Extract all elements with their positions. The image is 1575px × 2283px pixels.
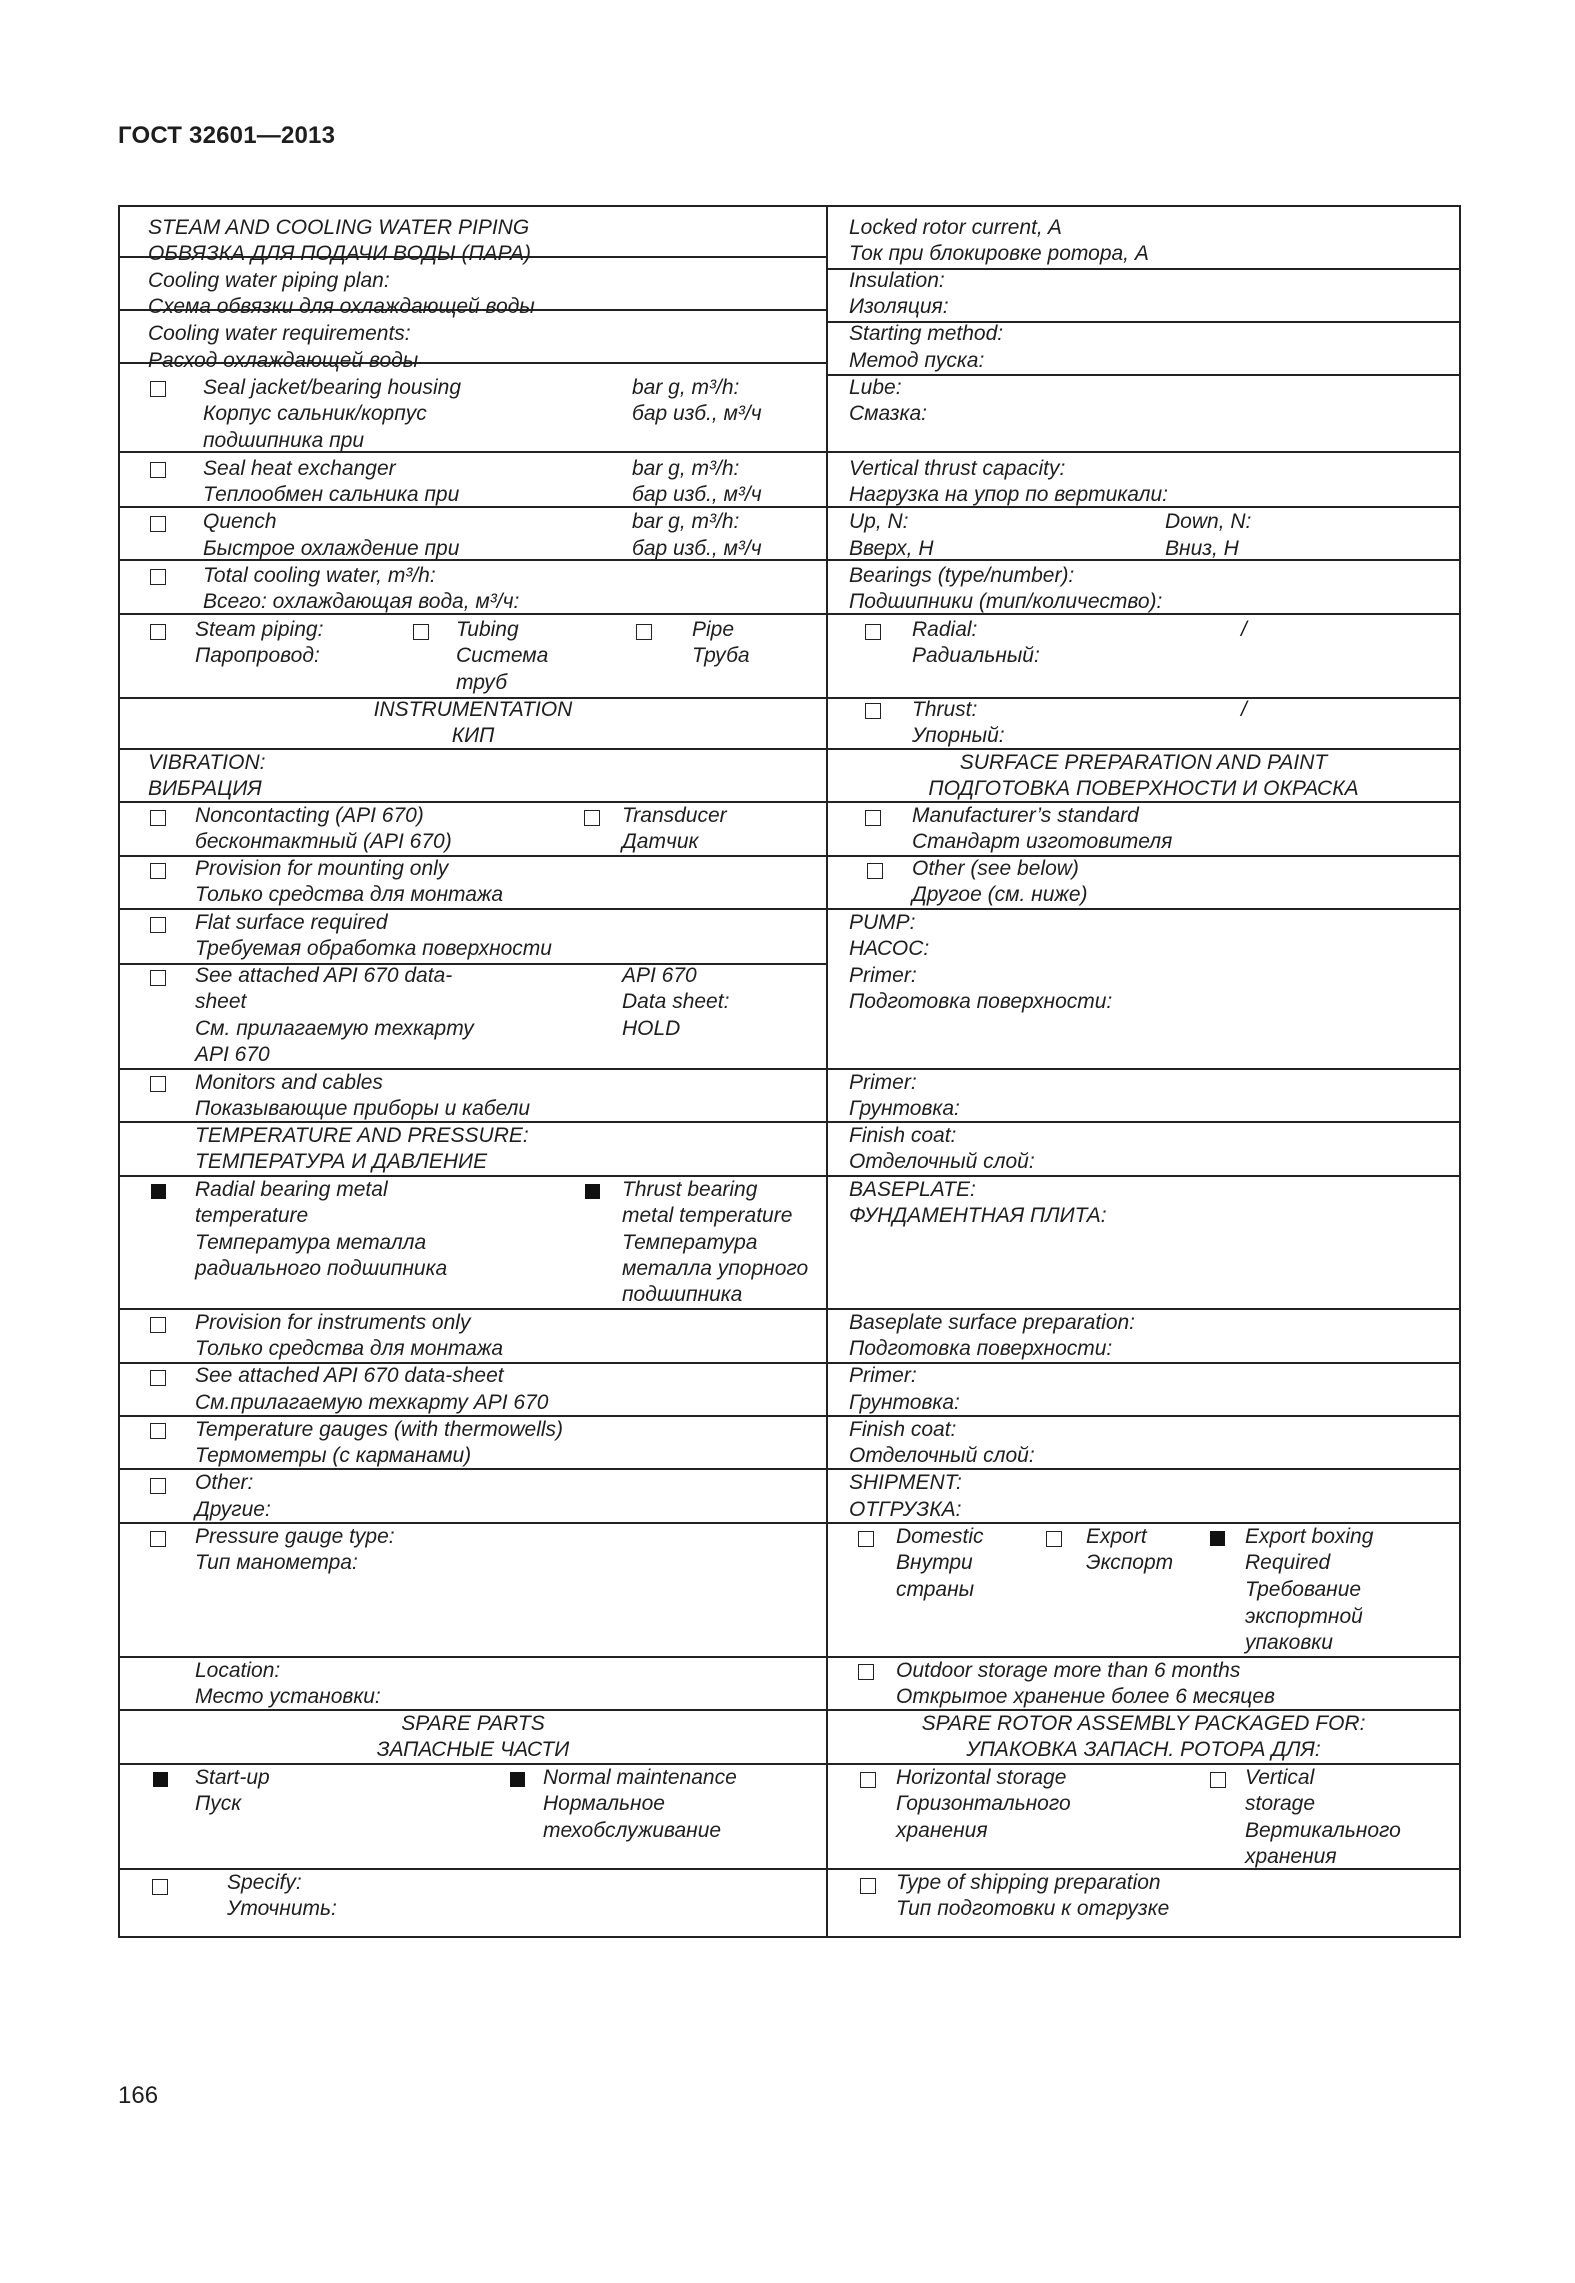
- option-label-ru: Только средства для монтажа: [195, 883, 504, 906]
- option-label: metal temperature: [622, 1204, 793, 1227]
- option-label-ru: Быстрое охлаждение при: [203, 537, 460, 560]
- field-label-ru: Смазка:: [849, 402, 927, 425]
- hold-value: HOLD: [622, 1017, 681, 1040]
- see-api670-checkbox[interactable]: [150, 970, 166, 986]
- option-label: Other (see below): [912, 857, 1079, 880]
- row-divider: [826, 374, 1461, 376]
- outdoor-storage-checkbox[interactable]: [858, 1664, 874, 1680]
- option-label-ru: Вертикального: [1245, 1819, 1401, 1842]
- section-title-ru: ЗАПАСНЫЕ ЧАСТИ: [376, 1738, 570, 1761]
- option-label: Outdoor storage more than 6 months: [896, 1659, 1241, 1682]
- group-label: SHIPMENT:: [849, 1471, 962, 1494]
- start-up-checkbox[interactable]: [153, 1772, 168, 1787]
- slash-separator: /: [1241, 698, 1247, 721]
- page-number: 166: [118, 2082, 159, 2109]
- option-label-ru: Теплообмен сальника при: [203, 483, 460, 506]
- option-label-ru: Показывающие приборы и кабели: [195, 1097, 531, 1120]
- option-label: Seal heat exchanger: [203, 457, 396, 480]
- pipe-checkbox[interactable]: [636, 624, 652, 640]
- section-title: INSTRUMENTATION: [373, 698, 573, 721]
- option-label: See attached API 670 data-sheet: [195, 1364, 504, 1387]
- option-label: temperature: [195, 1204, 309, 1227]
- section-title: STEAM AND COOLING WATER PIPING: [148, 216, 530, 239]
- option-label: Pipe: [692, 618, 735, 641]
- option-label: Tubing: [456, 618, 519, 641]
- option-label-ru: труб: [456, 671, 508, 694]
- field-label: Vertical thrust capacity:: [849, 457, 1066, 480]
- field-label: Cooling water requirements:: [148, 322, 411, 345]
- datasheet-label: Data sheet:: [622, 990, 730, 1013]
- option-label-ru: Пуск: [195, 1792, 242, 1815]
- pressure-gauge-checkbox[interactable]: [150, 1531, 166, 1547]
- option-label-ru: Другие:: [195, 1498, 271, 1521]
- steam-piping-checkbox[interactable]: [150, 624, 166, 640]
- field-label-ru: Грунтовка:: [849, 1097, 960, 1120]
- option-label: Quench: [203, 510, 277, 533]
- unit-label: bar g, m³/h:: [632, 510, 740, 533]
- option-label-ru: Труба: [692, 644, 750, 667]
- field-label-ru: Подготовка поверхности:: [849, 1337, 1113, 1360]
- field-label: Primer:: [849, 964, 917, 987]
- row-divider: [118, 1868, 828, 1870]
- option-label-ru: техобслуживание: [543, 1819, 722, 1842]
- option-label-ru: Экспорт: [1086, 1551, 1174, 1574]
- option-label: storage: [1245, 1792, 1316, 1815]
- seal-heat-exchanger-checkbox[interactable]: [150, 462, 166, 478]
- option-label-ru: Открытое хранение более 6 месяцев: [896, 1685, 1275, 1708]
- document-header: ГОСТ 32601—2013: [118, 122, 336, 149]
- field-label: Starting method:: [849, 322, 1004, 345]
- option-label-ru: бесконтактный (API 670): [195, 830, 452, 853]
- option-label-ru: Другое (см. ниже): [912, 883, 1088, 906]
- other-checkbox[interactable]: [150, 1478, 166, 1494]
- option-label-ru: Упорный:: [912, 724, 1005, 747]
- api670-label: API 670: [622, 964, 697, 987]
- option-label-ru: Уточнить:: [227, 1897, 337, 1920]
- field-label: Finish coat:: [849, 1418, 957, 1441]
- horizontal-storage-checkbox[interactable]: [860, 1772, 876, 1788]
- flat-surface-checkbox[interactable]: [150, 917, 166, 933]
- option-label-ru: Корпус сальник/корпус: [203, 402, 427, 425]
- section-title-ru: УПАКОВКА ЗАПАСН. РОТОРА ДЛЯ:: [966, 1738, 1321, 1761]
- total-cooling-water-checkbox[interactable]: [150, 569, 166, 585]
- field-label-ru: Схема обвязки для охлаждающей воды: [148, 295, 535, 318]
- field-label-ru: Вверх, Н: [849, 537, 934, 560]
- field-label: Bearings (type/number):: [849, 564, 1075, 587]
- option-label-ru: См. прилагаемую техкарту: [195, 1017, 474, 1040]
- option-label-ru: хранения: [896, 1819, 988, 1842]
- option-label: See attached API 670 data-: [195, 964, 453, 987]
- option-label: sheet: [195, 990, 247, 1013]
- field-label-ru: Подготовка поверхности:: [849, 990, 1113, 1013]
- field-label: Finish coat:: [849, 1124, 957, 1147]
- option-label-ru: Система: [456, 644, 549, 667]
- option-label-ru: Температура: [622, 1231, 758, 1254]
- field-label: Primer:: [849, 1071, 917, 1094]
- option-label-ru: экспортной: [1245, 1605, 1363, 1628]
- option-label: Radial bearing metal: [195, 1178, 388, 1201]
- option-label: Other:: [195, 1471, 254, 1494]
- group-label: TEMPERATURE AND PRESSURE:: [195, 1124, 529, 1147]
- manufacturer-standard-checkbox[interactable]: [865, 810, 881, 826]
- noncontacting-checkbox[interactable]: [150, 810, 166, 826]
- unit-label-ru: бар изб., м³/ч: [632, 483, 762, 506]
- option-label-ru: хранения: [1245, 1845, 1337, 1868]
- group-label-ru: ТЕМПЕРАТУРА И ДАВЛЕНИЕ: [195, 1150, 488, 1173]
- quench-checkbox[interactable]: [150, 516, 166, 532]
- radial-bearing-temp-checkbox[interactable]: [151, 1184, 166, 1199]
- field-label: Locked rotor current, A: [849, 216, 1062, 239]
- field-label: Insulation:: [849, 269, 945, 292]
- temperature-gauges-checkbox[interactable]: [150, 1423, 166, 1439]
- section-title-ru: КИП: [451, 724, 495, 747]
- group-label-ru: ФУНДАМЕНТНАЯ ПЛИТА:: [849, 1204, 1107, 1227]
- option-label: Specify:: [227, 1871, 302, 1894]
- thrust-bearing-temp-checkbox[interactable]: [585, 1184, 600, 1199]
- option-label-ru: металла упорного: [622, 1257, 809, 1280]
- row-divider: [826, 908, 1461, 910]
- field-label: Location:: [195, 1659, 281, 1682]
- option-label-ru: упаковки: [1245, 1631, 1333, 1654]
- field-label-ru: Расход охлаждающей воды: [148, 349, 419, 372]
- option-label-ru: страны: [896, 1578, 975, 1601]
- shipping-preparation-checkbox[interactable]: [860, 1878, 876, 1894]
- field-label-ru: Подшипники (тип/количество):: [849, 590, 1163, 613]
- field-label: Baseplate surface preparation:: [849, 1311, 1136, 1334]
- field-label: Primer:: [849, 1364, 917, 1387]
- option-label: Noncontacting (API 670): [195, 804, 424, 827]
- option-label-ru: Горизонтального: [896, 1792, 1071, 1815]
- field-label-ru: Ток при блокировке ротора, А: [849, 242, 1149, 265]
- vertical-storage-checkbox[interactable]: [1210, 1772, 1226, 1788]
- option-label: Start-up: [195, 1766, 270, 1789]
- section-title: SURFACE PREPARATION AND PAINT: [959, 751, 1328, 774]
- option-label-ru: См.прилагаемую техкарту API 670: [195, 1391, 549, 1414]
- option-label-ru: Внутри: [896, 1551, 973, 1574]
- monitors-cables-checkbox[interactable]: [150, 1076, 166, 1092]
- option-label: Domestic: [896, 1525, 984, 1548]
- other-see-below-checkbox[interactable]: [867, 863, 883, 879]
- option-label-ru: радиального подшипника: [195, 1257, 448, 1280]
- option-label: Thrust bearing: [622, 1178, 758, 1201]
- option-label-ru: подшипника при: [203, 429, 365, 452]
- option-label-ru: Температура металла: [195, 1231, 427, 1254]
- row-divider: [826, 1068, 1461, 1070]
- provision-instruments-checkbox[interactable]: [150, 1317, 166, 1333]
- group-label: VIBRATION:: [148, 751, 266, 774]
- option-label: Radial:: [912, 618, 978, 641]
- field-label-ru: Место установки:: [195, 1685, 381, 1708]
- field-label: Up, N:: [849, 510, 909, 533]
- field-label-ru: Грунтовка:: [849, 1391, 960, 1414]
- field-label: Down, N:: [1165, 510, 1252, 533]
- normal-maintenance-checkbox[interactable]: [510, 1772, 525, 1787]
- option-label: Manufacturer’s standard: [912, 804, 1139, 827]
- option-label-ru: Тип манометра:: [195, 1551, 358, 1574]
- slash-separator: /: [1241, 618, 1247, 641]
- option-label-ru: API 670: [195, 1043, 270, 1066]
- option-label-ru: Только средства для монтажа: [195, 1337, 504, 1360]
- option-label: Horizontal storage: [896, 1766, 1067, 1789]
- provision-mounting-checkbox[interactable]: [150, 863, 166, 879]
- option-label: Seal jacket/bearing housing: [203, 376, 462, 399]
- option-label-ru: Нормальное: [543, 1792, 665, 1815]
- thrust-bearing-checkbox[interactable]: [865, 703, 881, 719]
- option-label-ru: Стандарт изготовителя: [912, 830, 1173, 853]
- group-label-ru: ОТГРУЗКА:: [849, 1498, 962, 1521]
- export-boxing-checkbox[interactable]: [1210, 1531, 1225, 1546]
- see-api670-sheet-checkbox[interactable]: [150, 1370, 166, 1386]
- radial-bearing-checkbox[interactable]: [865, 624, 881, 640]
- option-label-ru: Датчик: [622, 830, 699, 853]
- option-label-ru: Термометры (с карманами): [195, 1444, 472, 1467]
- option-label: Transducer: [622, 804, 727, 827]
- option-label-ru: Требуемая обработка поверхности: [195, 937, 552, 960]
- field-label-ru: Отделочный слой:: [849, 1444, 1035, 1467]
- option-label: Steam piping:: [195, 618, 324, 641]
- option-label-ru: подшипника: [622, 1283, 743, 1306]
- option-label: Thrust:: [912, 698, 978, 721]
- group-label-ru: НАСОС:: [849, 937, 930, 960]
- field-label-ru: Изоляция:: [849, 295, 949, 318]
- option-label: Type of shipping preparation: [896, 1871, 1161, 1894]
- option-label: Export boxing: [1245, 1525, 1374, 1548]
- group-label: BASEPLATE:: [849, 1178, 976, 1201]
- unit-label-ru: бар изб., м³/ч: [632, 402, 762, 425]
- option-label-ru: Требование: [1245, 1578, 1362, 1601]
- option-label: Provision for mounting only: [195, 857, 449, 880]
- field-label-ru: Нагрузка на упор по вертикали:: [849, 483, 1169, 506]
- export-checkbox[interactable]: [1046, 1531, 1062, 1547]
- option-label-ru: Всего: охлаждающая вода, м³/ч:: [203, 590, 520, 613]
- option-label: Flat surface required: [195, 911, 388, 934]
- field-label-ru: Вниз, Н: [1165, 537, 1239, 560]
- section-title-ru: ОБВЯЗКА ДЛЯ ПОДАЧИ ВОДЫ (ПАРА): [148, 242, 532, 265]
- option-label: Provision for instruments only: [195, 1311, 471, 1334]
- domestic-checkbox[interactable]: [858, 1531, 874, 1547]
- section-title-ru: ПОДГОТОВКА ПОВЕРХНОСТИ И ОКРАСКА: [928, 777, 1359, 800]
- option-label: Export: [1086, 1525, 1147, 1548]
- group-label: PUMP:: [849, 911, 916, 934]
- unit-label-ru: бар изб., м³/ч: [632, 537, 762, 560]
- option-label-ru: Паропровод:: [195, 644, 320, 667]
- group-label-ru: ВИБРАЦИЯ: [148, 777, 262, 800]
- unit-label: bar g, m³/h:: [632, 457, 740, 480]
- field-label-ru: Метод пуска:: [849, 349, 985, 372]
- field-label: Cooling water piping plan:: [148, 269, 390, 292]
- option-label: Pressure gauge type:: [195, 1525, 395, 1548]
- specify-checkbox[interactable]: [152, 1879, 168, 1895]
- field-label-ru: Отделочный слой:: [849, 1150, 1035, 1173]
- tubing-checkbox[interactable]: [413, 624, 429, 640]
- option-label: Vertical: [1245, 1766, 1315, 1789]
- unit-label: bar g, m³/h:: [632, 376, 740, 399]
- section-title: SPARE PARTS: [401, 1712, 545, 1735]
- column-divider: [826, 205, 828, 1938]
- option-label: Normal maintenance: [543, 1766, 737, 1789]
- option-label: Required: [1245, 1551, 1331, 1574]
- option-label: Temperature gauges (with thermowells): [195, 1418, 564, 1441]
- option-label-ru: Радиальный:: [912, 644, 1040, 667]
- option-label: Total cooling water, m³/h:: [203, 564, 436, 587]
- field-label: Lube:: [849, 376, 902, 399]
- section-title: SPARE ROTOR ASSEMBLY PACKAGED FOR:: [921, 1712, 1366, 1735]
- seal-jacket-checkbox[interactable]: [150, 381, 166, 397]
- transducer-checkbox[interactable]: [584, 810, 600, 826]
- option-label-ru: Тип подготовки к отгрузке: [896, 1897, 1170, 1920]
- option-label: Monitors and cables: [195, 1071, 383, 1094]
- row-divider: [826, 1362, 1461, 1364]
- row-divider: [826, 451, 1461, 453]
